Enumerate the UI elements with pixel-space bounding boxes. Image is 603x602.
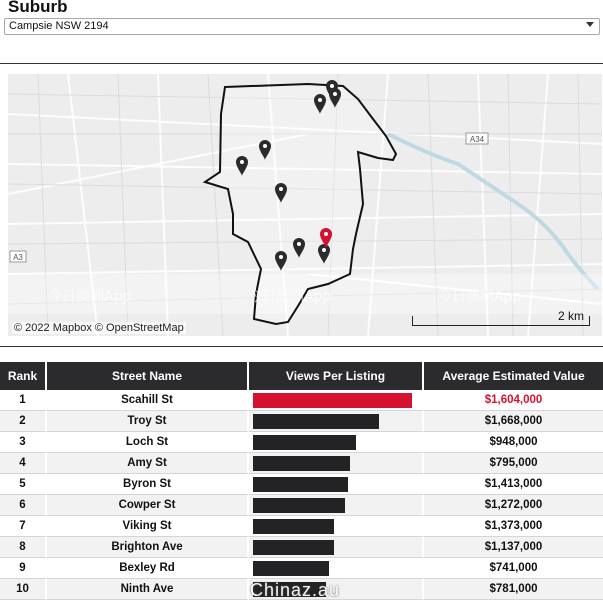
rank-cell: 9	[0, 558, 47, 579]
suburb-select-value: Campsie NSW 2194	[9, 20, 109, 32]
table-row[interactable]	[0, 474, 603, 495]
street-name-cell: Viking St	[47, 516, 249, 537]
map-watermark-3: 今日澳洲App	[438, 289, 522, 305]
map-watermark-1: 今日澳洲App	[48, 289, 132, 305]
table-row[interactable]	[0, 390, 603, 411]
views-bar-cell	[249, 558, 424, 579]
col-average-estimated-value: Average Estimated Value	[424, 362, 603, 390]
estimated-value-cell: $1,373,000	[424, 516, 603, 537]
street-name-cell: Bexley Rd	[47, 558, 249, 579]
rank-cell: 10	[0, 579, 47, 600]
rank-cell: 5	[0, 474, 47, 495]
street-name-cell: Troy St	[47, 411, 249, 432]
estimated-value-cell: $795,000	[424, 453, 603, 474]
views-bar	[253, 561, 329, 576]
street-name-cell: Scahill St	[47, 390, 249, 411]
street-name-cell: Cowper St	[47, 495, 249, 516]
map-canvas[interactable]	[8, 74, 602, 336]
views-bar-cell	[249, 495, 424, 516]
rank-cell: 1	[0, 390, 47, 411]
col-rank: Rank	[0, 362, 47, 390]
estimated-value-cell: $1,668,000	[424, 411, 603, 432]
rank-cell: 7	[0, 516, 47, 537]
estimated-value-cell: $1,272,000	[424, 495, 603, 516]
table-row[interactable]	[0, 558, 603, 579]
table-header-row	[0, 362, 603, 390]
col-street-name: Street Name	[47, 362, 249, 390]
table-row[interactable]	[0, 432, 603, 453]
views-bar-cell	[249, 474, 424, 495]
rank-cell: 8	[0, 537, 47, 558]
divider	[0, 346, 603, 347]
street-name-cell: Ninth Ave	[47, 579, 249, 600]
map-scale-label: 2 km	[557, 309, 584, 323]
views-bar	[253, 435, 356, 450]
estimated-value-cell: $948,000	[424, 432, 603, 453]
views-bar-cell	[249, 453, 424, 474]
views-bar	[253, 414, 379, 429]
street-name-cell: Byron St	[47, 474, 249, 495]
divider	[0, 63, 603, 64]
map-attribution[interactable]: © 2022 Mapbox © OpenStreetMap	[14, 322, 184, 334]
table-row[interactable]	[0, 411, 603, 432]
estimated-value-cell: $741,000	[424, 558, 603, 579]
views-bar-cell	[249, 537, 424, 558]
estimated-value-cell: $1,137,000	[424, 537, 603, 558]
map-watermark-2: 今日澳洲App	[248, 289, 332, 305]
street-name-cell: Brighton Ave	[47, 537, 249, 558]
road-label-a3: A3	[13, 253, 23, 262]
table-row[interactable]	[0, 495, 603, 516]
street-name-cell: Loch St	[47, 432, 249, 453]
views-bar	[253, 393, 412, 408]
views-bar	[253, 498, 345, 513]
chevron-down-icon[interactable]	[586, 22, 594, 27]
estimated-value-cell: $1,604,000	[424, 390, 603, 411]
estimated-value-cell: $1,413,000	[424, 474, 603, 495]
watermark: Chinaz.au	[250, 580, 341, 600]
street-name-cell: Amy St	[47, 453, 249, 474]
views-bar	[253, 519, 334, 534]
estimated-value-cell: $781,000	[424, 579, 603, 600]
rank-cell: 6	[0, 495, 47, 516]
views-bar-cell	[249, 390, 424, 411]
suburb-label: Suburb	[8, 0, 68, 16]
views-bar-cell	[249, 516, 424, 537]
views-bar	[253, 456, 350, 471]
views-bar	[253, 540, 334, 555]
views-bar-cell	[249, 432, 424, 453]
rank-cell: 3	[0, 432, 47, 453]
views-bar	[253, 477, 348, 492]
table-row[interactable]	[0, 453, 603, 474]
table-row[interactable]	[0, 537, 603, 558]
suburb-select[interactable]	[4, 18, 600, 35]
table-row[interactable]	[0, 516, 603, 537]
rank-cell: 2	[0, 411, 47, 432]
views-bar-cell	[249, 411, 424, 432]
road-label-a34: A34	[469, 135, 485, 144]
suburb-map[interactable]	[8, 74, 602, 336]
col-views-per-listing: Views Per Listing	[249, 362, 424, 390]
rank-cell: 4	[0, 453, 47, 474]
street-ranking-table	[0, 362, 603, 600]
